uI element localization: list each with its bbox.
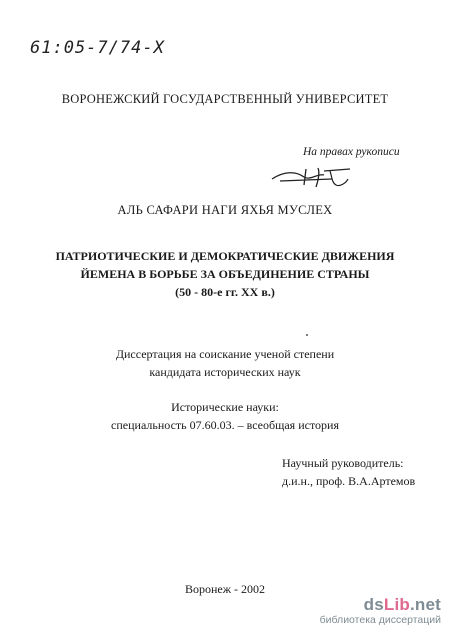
- supervisor-name: д.и.н., проф. В.А.Артемов: [282, 474, 416, 488]
- specialty-statement: [0, 398, 450, 434]
- archive-number: 61:05-7/74-X: [30, 38, 165, 58]
- degree-line-1: Диссертация на соискание ученой степени: [115, 347, 335, 361]
- title-line-2: ЙЕМЕНА В БОРЬБЕ ЗА ОБЪЕДИНЕНИЕ СТРАНЫ: [80, 267, 370, 281]
- dissertation-title: [0, 247, 450, 301]
- degree-line-2: кандидата исторических наук: [149, 365, 301, 379]
- dslib-logo: [320, 596, 441, 614]
- title-line-3: (50 - 80-е гг. XX в.): [175, 285, 275, 299]
- logo-net: .net: [409, 595, 441, 614]
- dslib-tagline: библиотека диссертаций: [319, 614, 441, 626]
- specialty-line-1: Исторические науки:: [171, 400, 279, 414]
- university-name: ВОРОНЕЖСКИЙ ГОСУДАРСТВЕННЫЙ УНИВЕРСИТЕТ: [61, 92, 389, 106]
- handwritten-signature: [266, 163, 366, 191]
- specialty-line-2: специальность 07.60.03. – всеобщая история: [111, 418, 339, 432]
- dslib-watermark[interactable]: [320, 596, 441, 627]
- title-line-1: ПАТРИОТИЧЕСКИЕ И ДЕМОКРАТИЧЕСКИЕ ДВИЖЕНИЯ: [55, 249, 395, 263]
- logo-lib: Lib: [383, 595, 410, 614]
- ink-dot: [306, 334, 308, 336]
- city-and-year: Воронеж - 2002: [184, 582, 266, 596]
- supervisor-label: Научный руководитель:: [282, 456, 404, 470]
- supervisor-info: [282, 454, 415, 490]
- author-name: АЛЬ САФАРИ НАГИ ЯХЬЯ МУСЛЕХ: [117, 203, 333, 217]
- manuscript-rights-note: На правах рукописи: [303, 146, 400, 158]
- degree-statement: [0, 345, 450, 381]
- logo-ds: ds: [363, 595, 384, 614]
